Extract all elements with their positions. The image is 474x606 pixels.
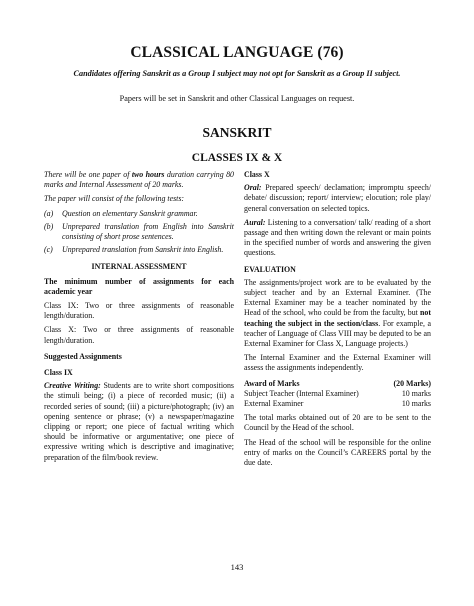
min-assignments-heading: The minimum number of assignments for each academic year — [44, 276, 234, 296]
class10-note: Class X: Two or three assignments of reasonable length/duration. — [44, 325, 234, 345]
aural-text: Aural: Listening to a conversation/ talk/ reading of a short passage and then writing down the relevant or main points in the specified number of words and answering the given questions. — [244, 217, 431, 258]
test-item — [44, 209, 234, 219]
award-heading-row — [244, 379, 431, 389]
award-total: (20 Marks) — [393, 378, 431, 388]
award-row-label: External Examiner — [244, 399, 304, 409]
creative-writing-label: Creative Writing: — [44, 381, 101, 391]
class10-heading: Class X — [244, 170, 270, 179]
oral-text: Oral: Prepared speech/ declamation; impromptu speech/ debate/ discussion; report/ interview; elocution; role play/ general conversation on selected topics. — [244, 183, 431, 213]
award-row-marks: 10 marks — [401, 388, 431, 398]
award-row-label: Subject Teacher (Internal Examiner) — [244, 388, 359, 398]
evaluation-text: The assignments/project work are to be evaluated by the subject teacher and by an External Examiner. (The External Examiner may be a teacher nominated by the Head of the school, who could be from the faculty, but not teaching the subject in the section/class. For example, a teacher of Language of Class VIII may be deputed to be an External Examiner for Class X, Language projects.) — [244, 277, 431, 349]
award-row-marks: 10 marks — [401, 399, 431, 409]
papers-note: Papers will be set in Sanskrit and other Classical Languages on request. — [119, 94, 355, 103]
aural-label: Aural: — [244, 217, 266, 227]
independent-assessment-text: The Internal Examiner and the External Examiner will assess the assignments independently. — [244, 353, 431, 373]
internal-assessment-heading: INTERNAL ASSESSMENT — [91, 262, 187, 272]
class9-heading: Class IX — [44, 368, 73, 378]
test-text: Question on elementary Sanskrit grammar. — [62, 208, 198, 218]
test-label: (b) — [44, 221, 54, 231]
head-responsibility-text: The Head of the school will be responsible for the online entry of marks on the Council’s CAREERS portal by the due date. — [244, 437, 431, 468]
section-heading: SANSKRIT — [202, 125, 272, 140]
test-label: (a) — [44, 208, 54, 218]
page-number: 143 — [230, 562, 244, 572]
award-heading: Award of Marks — [244, 378, 300, 388]
right-column — [244, 170, 431, 472]
test-text: Unprepared translation from Sanskrit into English. — [62, 245, 224, 255]
class9-note: Class IX: Two or three assignments of reasonable length/duration. — [44, 301, 234, 321]
oral-label: Oral: — [244, 183, 262, 193]
not-teaching-emphasis: not teaching the subject in the section/class — [244, 308, 431, 328]
group-notice: Candidates offering Sanskrit as a Group I subject may not opt for Sanskrit as a Group II subject. — [73, 69, 401, 78]
tests-intro: The paper will consist of the following tests: — [44, 194, 185, 204]
award-row — [244, 389, 431, 399]
award-row — [244, 399, 431, 409]
test-label: (c) — [44, 245, 53, 255]
evaluation-heading: EVALUATION — [244, 264, 296, 274]
test-text: Unprepared translation from English into Sanskrit consisting of short prose sentences. — [62, 221, 234, 242]
creative-writing-text: Creative Writing: Students are to write short compositions the stimuli being; (i) a piece of recorded music; (ii) a recorded series of sound; (iii) a picture/photograph; (iv) an opening sentence or phrase; (v) a newspaper/magazine clipping or report; one piece of factual writing which should be informative or argumentative; one piece of expressive writing which is descriptive and imaginative; preparation of the film/book review. — [44, 381, 234, 462]
left-column — [44, 170, 234, 467]
classes-heading: CLASSES IX & X — [191, 152, 283, 164]
test-item — [44, 245, 234, 255]
page-title: CLASSICAL LANGUAGE (76) — [130, 44, 344, 61]
test-item — [44, 222, 234, 242]
paper-intro: There will be one paper of two hours duration carrying 80 marks and Internal Assessment of 20 marks. — [44, 170, 234, 190]
suggested-assignments-heading: Suggested Assignments — [44, 351, 122, 361]
total-marks-text: The total marks obtained out of 20 are to be sent to the Council by the Head of the school. — [244, 413, 431, 433]
paper-duration: two hours — [131, 170, 165, 179]
